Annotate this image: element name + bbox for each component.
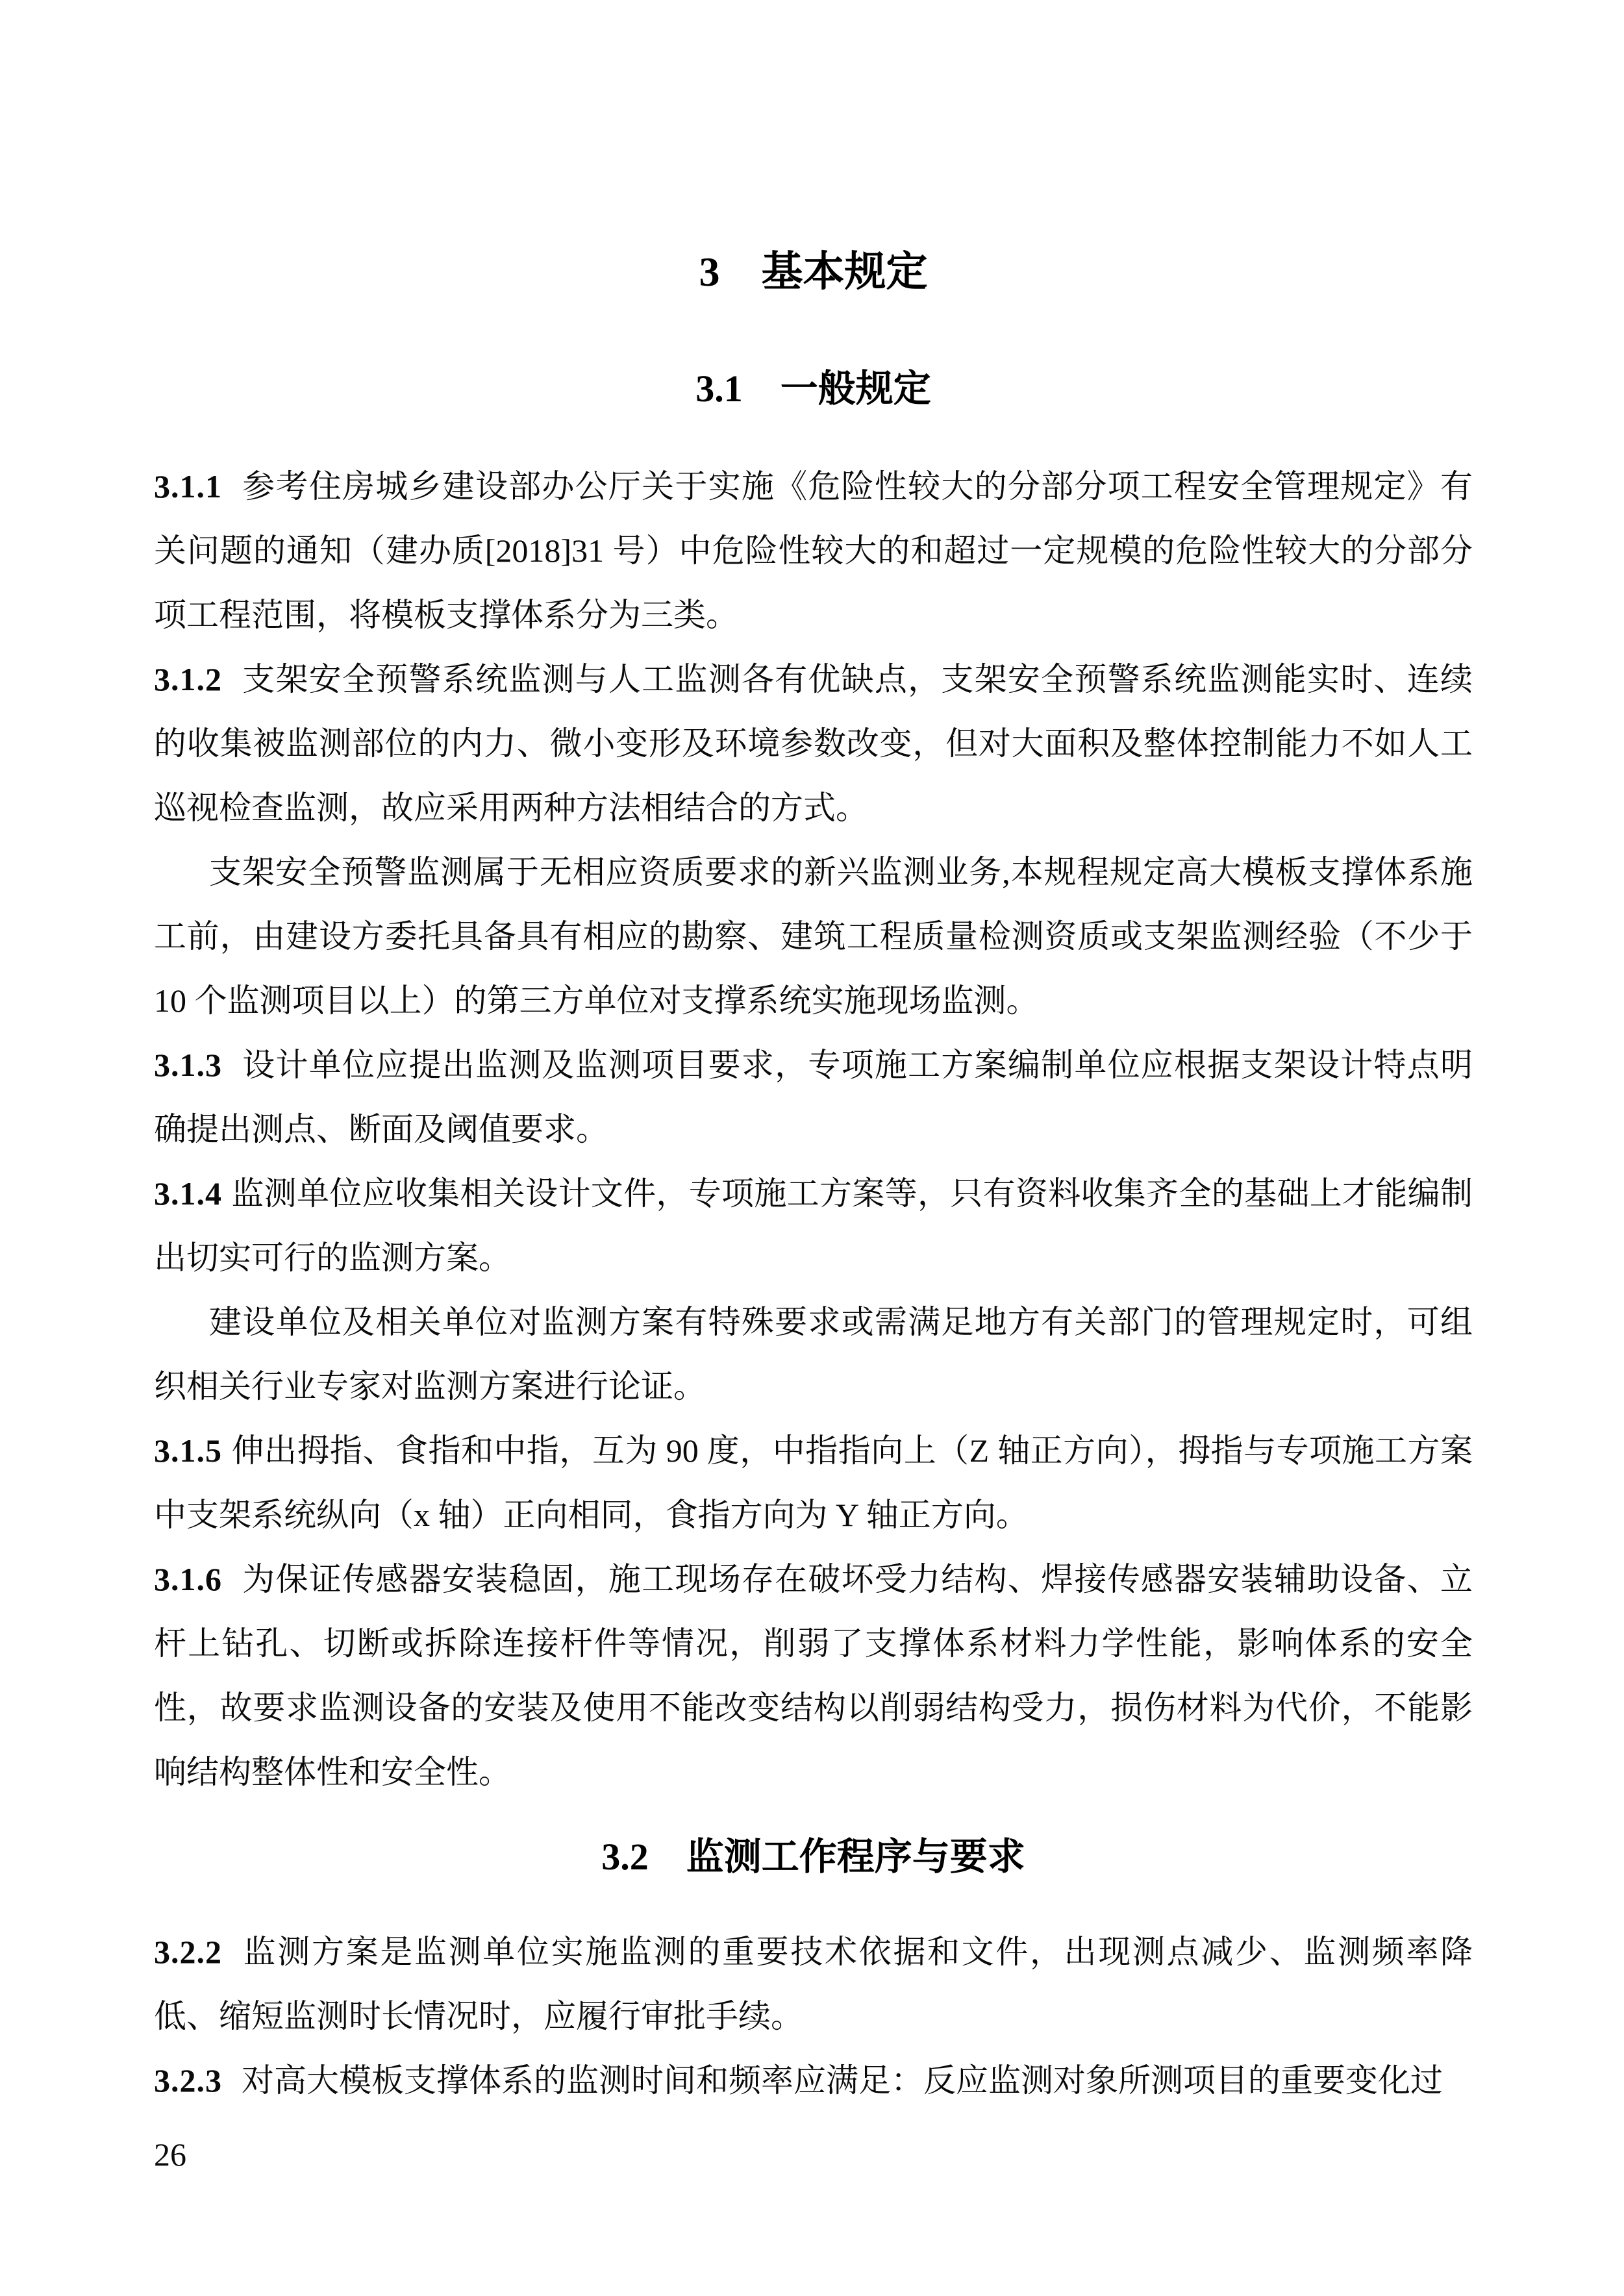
page-number: 26 [154, 2136, 186, 2173]
clause-number: 3.1.2 [154, 661, 222, 697]
clause-text: 为保证传感器安装稳固，施工现场存在破坏受力结构、焊接传感器安装辅助设备、立杆上钻孔、切断或拆除连接杆件等情况，削弱了支撑体系材料力学性能，影响体系的安全性，故要求监测设备的安装及使用不能改变结构以削弱结构受力，损伤材料为代价，不能影响结构整体性和安全性。 [154, 1561, 1473, 1790]
clause-text: 伸出拇指、食指和中指，互为 90 度，中指指向上（Z 轴正方向），拇指与专项施工方案中支架系统纵向（x 轴）正向相同，食指方向为 Y 轴正方向。 [154, 1432, 1473, 1533]
clause-3-2-2 [154, 1920, 1473, 2049]
explanatory-paragraph [154, 1290, 1473, 1419]
clause-3-1-3 [154, 1033, 1473, 1162]
clause-text: 监测方案是监测单位实施监测的重要技术依据和文件，出现测点减少、监测频率降低、缩短监测时长情况时，应履行审批手续。 [154, 1934, 1473, 2034]
clause-text: 参考住房城乡建设部办公厅关于实施《危险性较大的分部分项工程安全管理规定》有关问题的通知（建办质[2018]31 号）中危险性较大的和超过一定规模的危险性较大的分部分项工程范围，将模板支撑体系分为三类。 [154, 468, 1473, 633]
clause-3-1-6 [154, 1547, 1473, 1804]
clause-number: 3.1.3 [154, 1047, 222, 1083]
clause-number: 3.2.2 [154, 1934, 222, 1970]
clause-3-1-4 [154, 1162, 1473, 1290]
explanatory-paragraph [154, 840, 1473, 1033]
section-body-3-1 [154, 408, 1473, 1804]
clause-3-1-2 [154, 647, 1473, 840]
section-body-3-2 [154, 1876, 1473, 2113]
clause-number: 3.1.1 [154, 468, 222, 505]
clause-3-1-5 [154, 1419, 1473, 1547]
clause-3-1-1 [154, 455, 1473, 647]
clause-text: 监测单位应收集相关设计文件，专项施工方案等，只有资料收集齐全的基础上才能编制出切实可行的监测方案。 [154, 1175, 1473, 1276]
clause-text: 设计单位应提出监测及监测项目要求，专项施工方案编制单位应根据支架设计特点明确提出测点、断面及阈值要求。 [154, 1047, 1473, 1147]
clause-text: 对高大模板支撑体系的监测时间和频率应满足：反应监测对象所测项目的重要变化过 [242, 2062, 1443, 2099]
clause-number: 3.1.5 [154, 1432, 222, 1469]
chapter-title: 3 基本规定 [699, 249, 928, 295]
paragraph-text: 支架安全预警监测属于无相应资质要求的新兴监测业务,本规程规定高大模板支撑体系施工前，由建设方委托具备具有相应的勘察、建筑工程质量检测资质或支架监测经验（不少于 10 个监测项目以上）的第三方单位对支撑系统实施现场监测。 [154, 854, 1473, 1019]
clause-text: 支架安全预警系统监测与人工监测各有优缺点，支架安全预警系统监测能实时、连续的收集被监测部位的内力、微小变形及环境参数改变，但对大面积及整体控制能力不如人工巡视检查监测，故应采用两种方法相结合的方式。 [154, 661, 1473, 826]
clause-3-2-3 [154, 2049, 1473, 2113]
section-heading-3-2: 3.2 监测工作程序与要求 [601, 1836, 1025, 1878]
clause-number: 3.1.6 [154, 1561, 222, 1597]
clause-number: 3.1.4 [154, 1175, 222, 1212]
paragraph-text: 建设单位及相关单位对监测方案有特殊要求或需满足地方有关部门的管理规定时，可组织相关行业专家对监测方案进行论证。 [154, 1304, 1473, 1404]
section-heading-3-1: 3.1 一般规定 [695, 368, 931, 410]
clause-number: 3.2.3 [154, 2062, 222, 2099]
